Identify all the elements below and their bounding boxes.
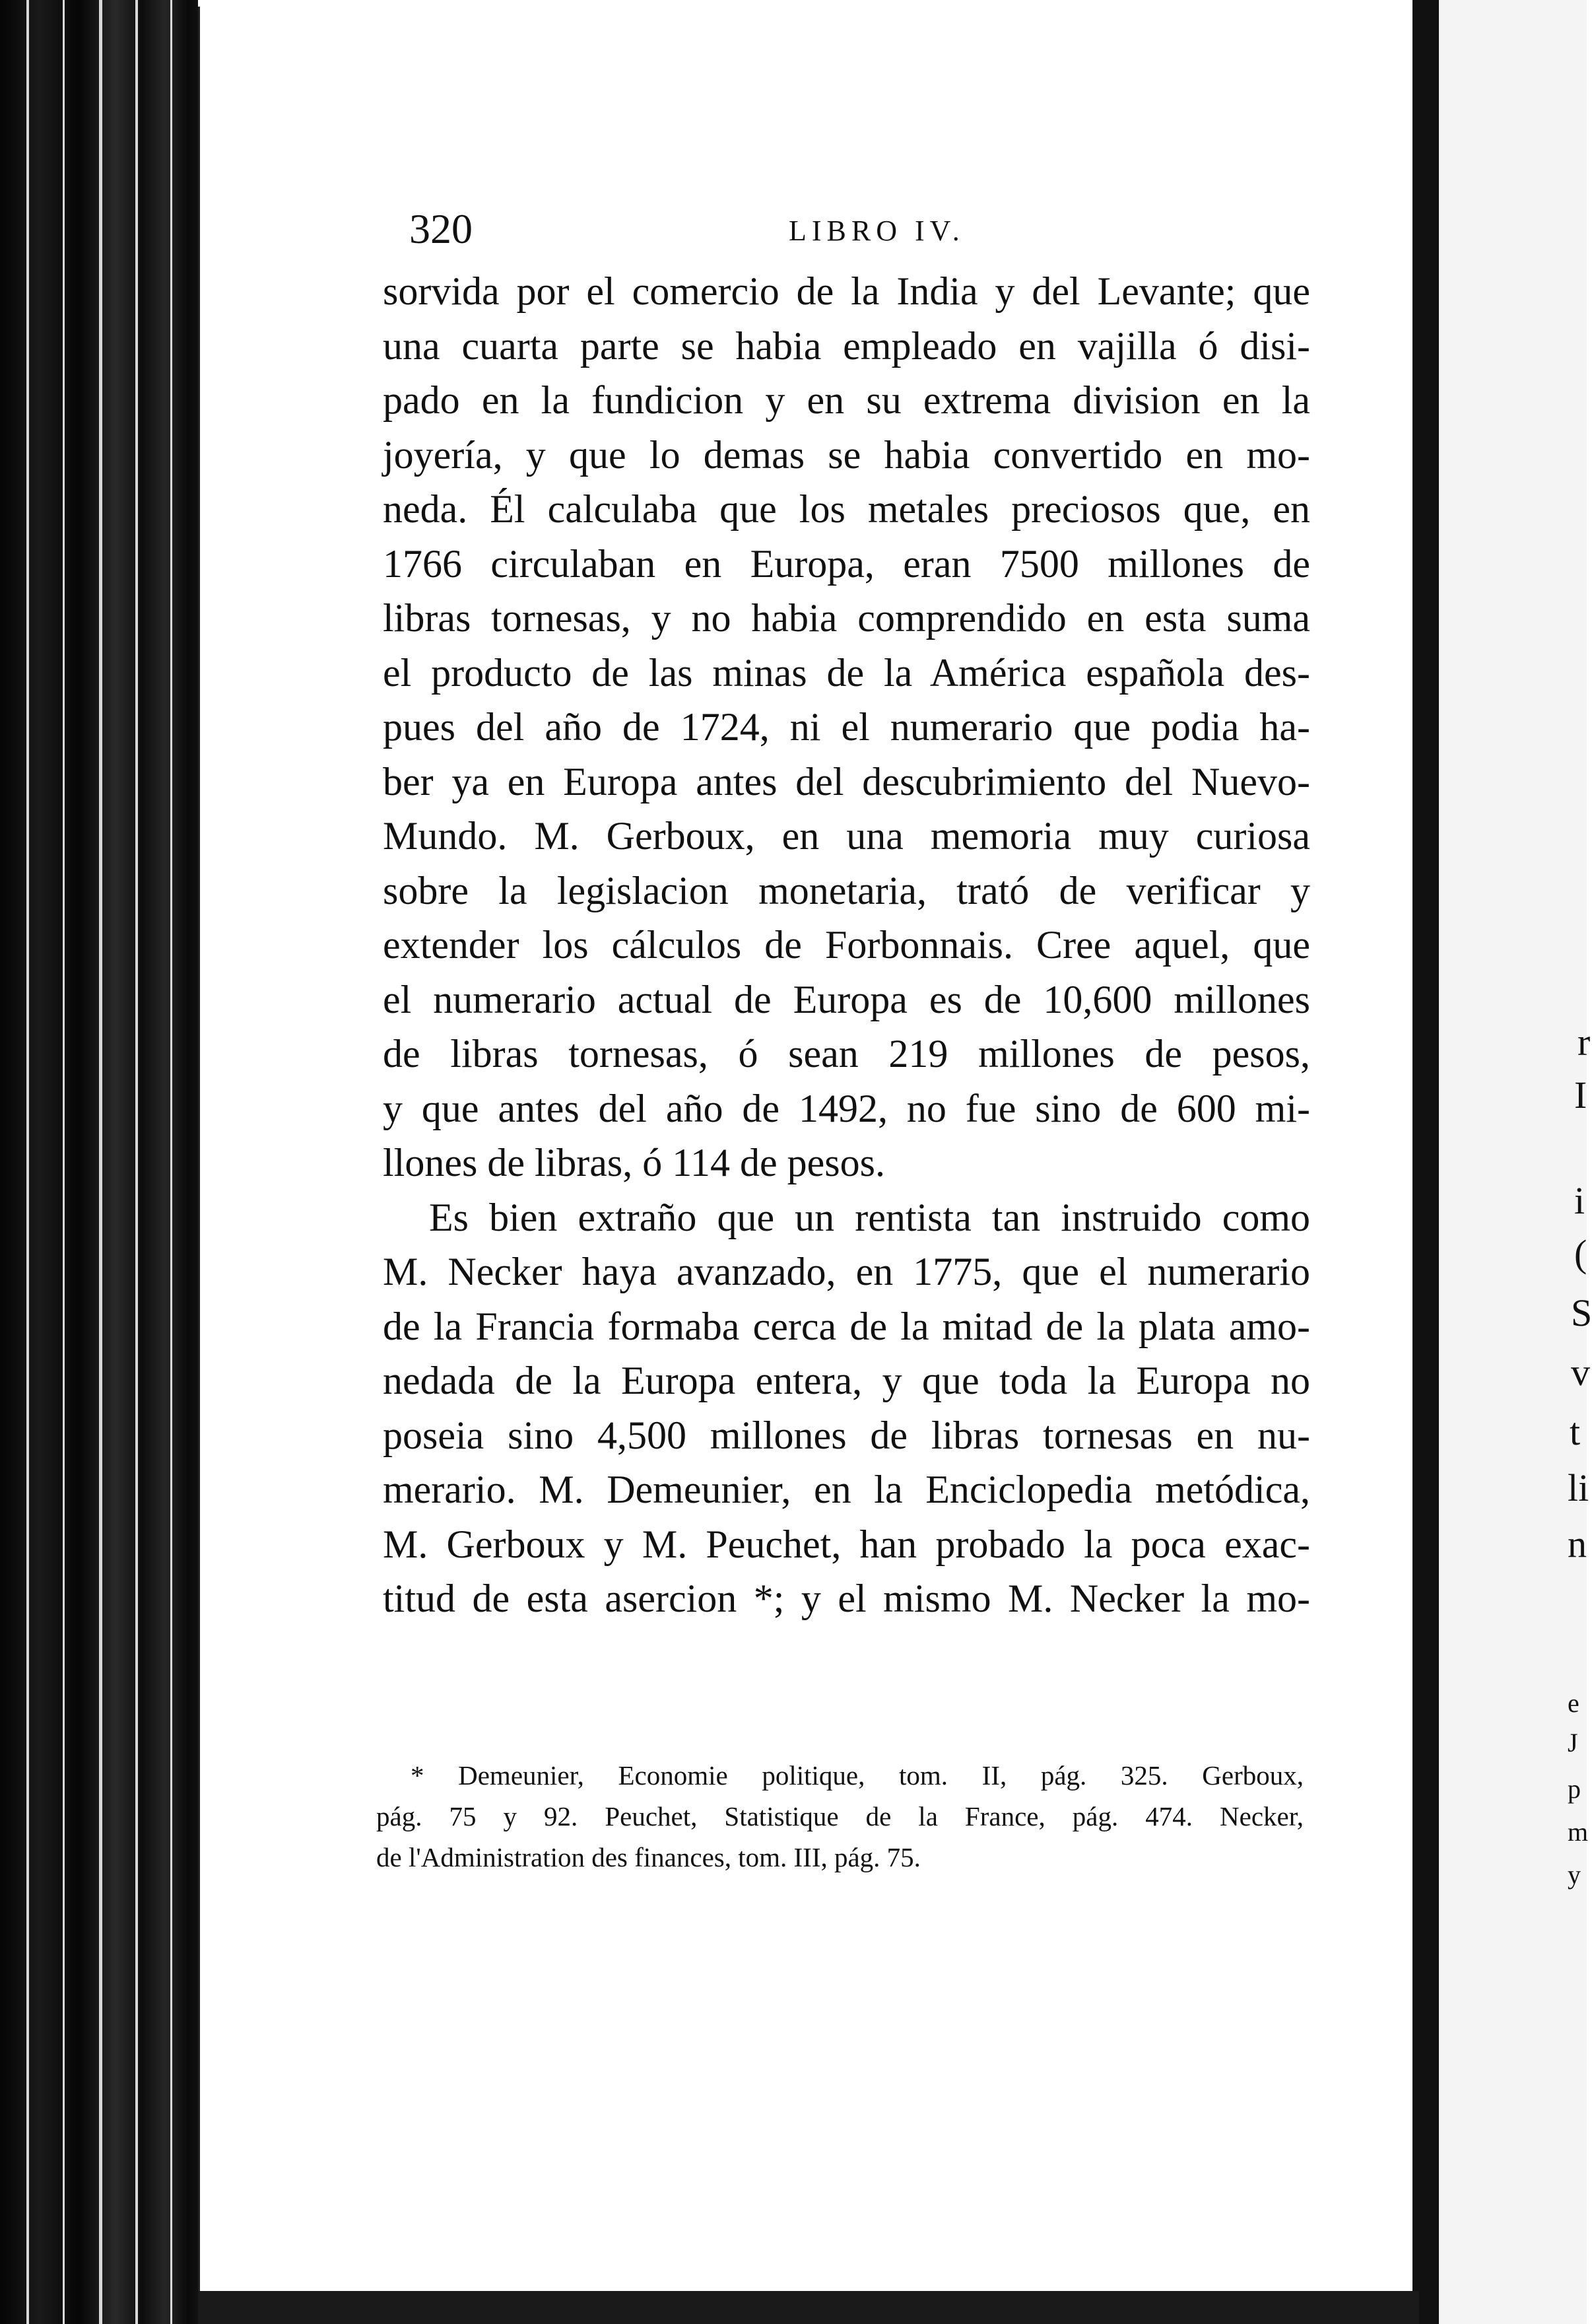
text-line: sobre la legislacion monetaria, trató de verificar y — [383, 868, 1310, 912]
adjacent-fragment: n — [1568, 1522, 1587, 1565]
text-line: una cuarta parte se habia empleado en vajilla ó disi- — [383, 324, 1310, 368]
text-line: de la Francia formaba cerca de la mitad de la plata amo- — [383, 1304, 1310, 1348]
text-line: libras tornesas, y no habia comprendido en esta suma — [383, 596, 1310, 640]
running-head — [409, 185, 1300, 257]
text-line: merario. M. Demeunier, en la Enciclopedia metódica, — [383, 1468, 1310, 1511]
adjacent-fragment: e — [1568, 1688, 1579, 1718]
text-line: joyería, y que lo demas se habia convertido en mo- — [383, 432, 1310, 477]
adjacent-fragment: J — [1568, 1728, 1578, 1758]
text-line: pues del año de 1724, ni el numerario que podia ha- — [383, 705, 1310, 749]
text-line: llones de libras, ó 114 de pesos. — [383, 1141, 885, 1184]
running-title: LIBRO IV. — [789, 215, 965, 247]
text-line: poseia sino 4,500 millones de libras tornesas en nu- — [383, 1413, 1310, 1457]
adjacent-fragment: S — [1571, 1291, 1592, 1334]
footnote-line: pág. 75 y 92. Peuchet, Statistique de la France, pág. 474. Necker, — [376, 1801, 1304, 1831]
adjacent-fragment: m — [1568, 1817, 1589, 1847]
text-line: Mundo. M. Gerboux, en una memoria muy curiosa — [383, 814, 1310, 858]
adjacent-fragment: i — [1574, 1179, 1585, 1222]
adjacent-fragment: y — [1568, 1860, 1581, 1890]
text-line: el producto de las minas de la América española des- — [383, 650, 1310, 695]
binding-stripe — [63, 0, 65, 2324]
text-line: el numerario actual de Europa es de 10,600 millones — [383, 977, 1310, 1021]
body-text — [383, 264, 1310, 1626]
binding-stripe — [26, 0, 29, 2324]
footnote-line: * Demeunier, Economie politique, tom. II, pág. 325. Gerboux, — [411, 1760, 1304, 1791]
text-line: ber ya en Europa antes del descubrimiento del Nuevo- — [383, 759, 1310, 803]
text-line: y que antes del año de 1492, no fue sino de 600 mi- — [383, 1086, 1310, 1130]
adjacent-fragment: li — [1568, 1466, 1589, 1509]
binding-stripe — [99, 0, 102, 2324]
text-line: M. Gerboux y M. Peuchet, han probado la poca exac- — [383, 1522, 1310, 1566]
footnote-line: de l'Administration des finances, tom. III, pág. 75. — [376, 1842, 921, 1872]
text-line: pado en la fundicion y en su extrema division en la — [383, 378, 1310, 422]
book-binding — [0, 0, 198, 2324]
adjacent-fragment: r — [1577, 1021, 1591, 1064]
text-line: 1766 circulaban en Europa, eran 7500 millones de — [383, 541, 1310, 586]
text-line: M. Necker haya avanzado, en 1775, que el numerario — [383, 1250, 1310, 1293]
text-line: de libras tornesas, ó sean 219 millones de pesos, — [383, 1032, 1310, 1076]
binding-stripe — [135, 0, 138, 2324]
text-line: sorvida por el comercio de la India y del Levante; que — [383, 269, 1310, 313]
text-line: nedada de la Europa entera, y que toda la Europa no — [383, 1359, 1310, 1402]
page-gutter — [1412, 0, 1439, 2324]
adjacent-page — [1439, 0, 1592, 2324]
scan-bottom-edge — [198, 2291, 1419, 2324]
text-line: Es bien extraño que un rentista tan instruido como — [429, 1195, 1310, 1239]
binding-stripe — [170, 0, 172, 2324]
text-line: titud de esta asercion *; y el mismo M. Necker la mo- — [383, 1577, 1310, 1620]
adjacent-fragment: v — [1571, 1351, 1590, 1394]
page-number: 320 — [409, 205, 473, 252]
text-line: neda. Él calculaba que los metales preciosos que, en — [383, 487, 1310, 531]
text-line: extender los cálculos de Forbonnais. Cree aquel, que — [383, 923, 1310, 967]
footnote — [376, 1755, 1304, 1878]
adjacent-fragment: ( — [1574, 1232, 1587, 1275]
adjacent-fragment: t — [1570, 1410, 1581, 1453]
adjacent-fragment: p — [1568, 1774, 1581, 1804]
adjacent-fragment: I — [1574, 1074, 1587, 1116]
